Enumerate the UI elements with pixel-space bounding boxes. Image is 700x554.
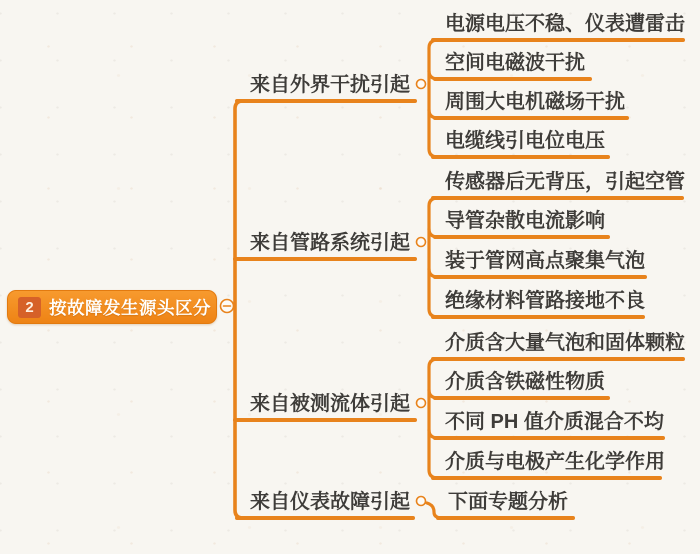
branch-topic-0[interactable]: 来自外界干扰引起 [250, 74, 410, 96]
leaf-topic-1-0[interactable]: 传感器后无背压，引起空管 [445, 171, 685, 193]
branch1-spine [429, 198, 438, 317]
leaf-topic-1-1[interactable]: 导管杂散电流影响 [445, 210, 605, 232]
root-number-badge: 2 [18, 297, 41, 318]
branch-topic-1[interactable]: 来自管路系统引起 [250, 232, 410, 254]
branch0-spine [429, 40, 438, 157]
collapse-icon-root[interactable] [221, 300, 234, 313]
leaf-topic-0-3[interactable]: 电缆线引电位电压 [445, 130, 605, 152]
leaf-topic-2-0[interactable]: 介质含大量气泡和固体颗粒 [445, 332, 685, 354]
leaf-topic-1-2[interactable]: 装于管网高点聚集气泡 [445, 250, 645, 272]
leaf-topic-0-1[interactable]: 空间电磁波干扰 [445, 52, 585, 74]
expand-icon-branch-0[interactable] [417, 80, 426, 89]
leaf-topic-2-1[interactable]: 介质含铁磁性物质 [445, 371, 605, 393]
branch-topic-3[interactable]: 来自仪表故障引起 [250, 491, 410, 513]
expand-icon-branch-3[interactable] [417, 497, 426, 506]
expand-icon-branch-1[interactable] [417, 238, 426, 247]
root-topic-label: 按故障发生源头区分 [49, 297, 211, 318]
leaf-topic-2-3[interactable]: 介质与电极产生化学作用 [445, 451, 665, 473]
leaf-topic-2-2[interactable]: 不同 PH 值介质混合不均 [445, 411, 664, 433]
branch2-spine [429, 359, 438, 478]
leaf-topic-1-3[interactable]: 绝缘材料管路接地不良 [445, 290, 645, 312]
branch-topic-2[interactable]: 来自被测流体引起 [250, 393, 410, 415]
leaf-topic-0-0[interactable]: 电源电压不稳、仪表遭雷击 [445, 13, 685, 35]
root-topic[interactable] [7, 290, 217, 324]
leaf-topic-0-2[interactable]: 周围大电机磁场干扰 [445, 91, 625, 113]
branch3-hook [427, 503, 442, 518]
leaf-topic-3-0[interactable]: 下面专题分析 [448, 491, 568, 513]
expand-icon-branch-2[interactable] [417, 399, 426, 408]
trunk-line [235, 101, 243, 518]
